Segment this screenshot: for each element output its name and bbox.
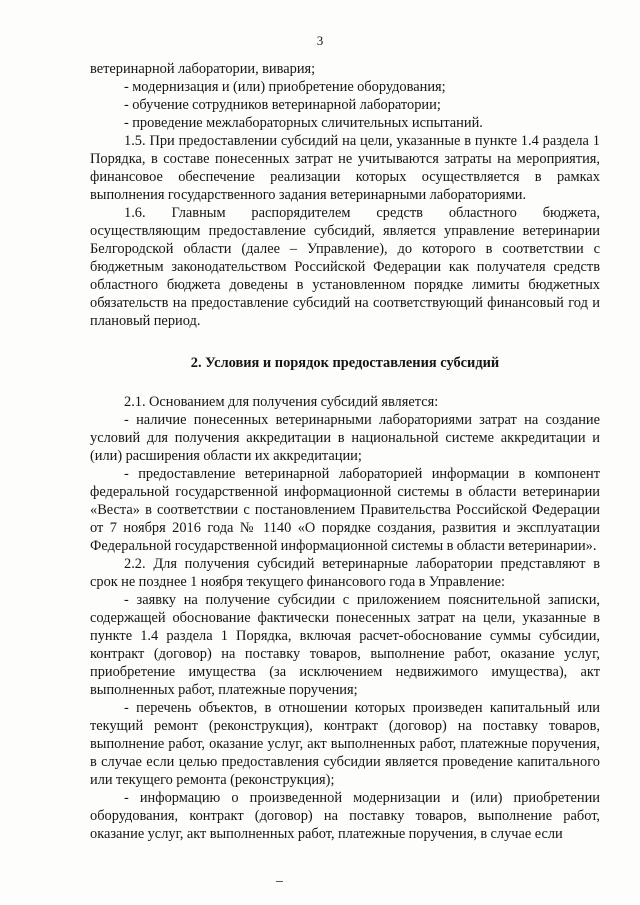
paragraph: - модернизация и (или) приобретение оборудования; <box>124 79 446 95</box>
section-2-body <box>90 393 600 843</box>
paragraph: - наличие понесенных ветеринарными лабораториями затрат на создание условий для получения аккредитации в национальной системе аккредитации и (или) расширения области их аккредитации; <box>90 412 600 464</box>
paragraph: 1.5. При предоставлении субсидий на цели, указанные в пункте 1.4 раздела 1 Порядка, в составе понесенных затрат не учитываются затраты на мероприятия, финансовое обеспечение реализации которых осуществляется в рамках выполнения государственного задания ветеринарными лабораториями. <box>90 133 600 203</box>
paragraph: - обучение сотрудников ветеринарной лаборатории; <box>124 97 441 113</box>
paragraph: - заявку на получение субсидии с приложением пояснительной записки, содержащей обоснование фактически понесенных затрат на цели, указанные в пункте 1.4 раздела 1 Порядка, включая расчет-обоснование суммы субсидии, контракт (договор) на поставку товаров, выполнение работ, оказание услуг, приобретение имущества (за исключением недвижимого имущества), акт выполненных работ, платежные поручения; <box>90 592 600 698</box>
paragraph: - предоставление ветеринарной лабораторией информации в компонент федеральной государственной информационной системы в области ветеринарии «Веста» в соответствии с постановлением Правительства Российской Федерации от 7 ноября 2016 года № 1140 «О порядке создания, развития и эксплуатации Федеральной государственной информационной системы в области ветеринарии». <box>90 466 600 554</box>
paragraph: 2.2. Для получения субсидий ветеринарные лаборатории представляют в срок не позднее 1 ноября текущего финансового года в Управление: <box>90 556 600 590</box>
section-heading: 2. Условия и порядок предоставления субсидий <box>190 355 500 371</box>
document-body <box>90 60 600 843</box>
page-number: 3 <box>316 33 324 48</box>
paragraph: - перечень объектов, в отношении которых произведен капитальный или текущий ремонт (реконструкция), контракт (договор) на поставку товаров, выполнение работ, оказание услуг, акт выполненных работ, платежные поручения, в случае если целью предоставления субсидии является проведение капитального или текущего ремонта (реконструкция); <box>90 700 600 788</box>
paragraph: ветеринарной лаборатории, вивария; <box>90 61 316 77</box>
section-1-continuation <box>90 60 600 330</box>
page-footer-mark <box>276 881 283 882</box>
paragraph: 2.1. Основанием для получения субсидий является: <box>124 394 439 410</box>
paragraph: - проведение межлабораторных сличительных испытаний. <box>124 115 483 131</box>
paragraph: - информацию о произведенной модернизации и (или) приобретении оборудования, контракт (договор) на поставку товаров, выполнение работ, оказание услуг, акт выполненных работ, платежные поручения, в случае если <box>90 790 600 842</box>
paragraph: 1.6. Главным распорядителем средств областного бюджета, осуществляющим предоставление субсидий, является управление ветеринарии Белгородской области (далее – Управление), до которого в соответствии с бюджетным законодательством Российской Федерации как получателя средств областного бюджета доведены в установленном порядке лимиты бюджетных обязательств на предоставление субсидий на соответствующий финансовый год и плановый период. <box>90 205 600 329</box>
